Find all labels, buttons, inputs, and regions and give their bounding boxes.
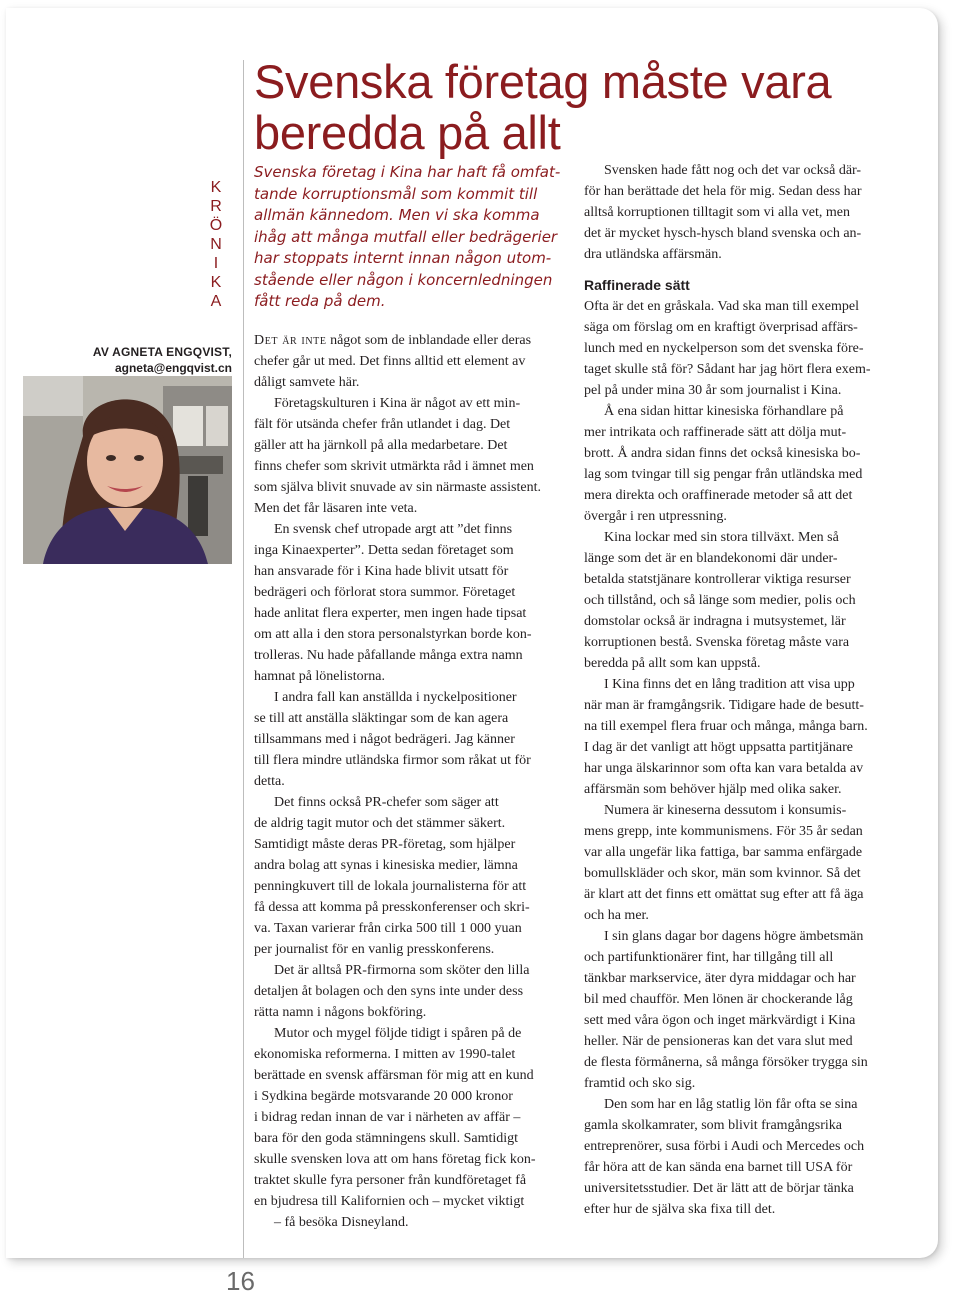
body-line: domstolar också är indragna i mutsystemet, lär <box>584 614 846 629</box>
body-line: bara för den goda stämningens skull. Samtidigt <box>254 1131 519 1146</box>
body-line: har unga älskarinnor som ofta kan vara betalda av <box>584 761 864 776</box>
body-line: de flesta förmånerna, så många försöker trygga sin <box>584 1055 868 1070</box>
section-label-letter: Ö <box>209 217 223 234</box>
body-line: de aldrig tagit mutor och det stämmer säkert. <box>254 816 506 831</box>
body-line: heller. När de pensioneras kan det vara slut med <box>584 1034 853 1049</box>
body-line: affärsmän som behöver hjälp med olika saker. <box>584 782 842 797</box>
body-line: detaljen åt bolagen och den syns inte under dess <box>254 984 524 999</box>
body-column-right <box>584 160 904 1220</box>
body-line: gäller att ha järnkoll på alla medarbetare. Det <box>254 438 508 453</box>
body-line: sett med våra ögon och inget märkvärdigt i Kina <box>584 1013 856 1028</box>
body-line: se till att anställa släktingar som de kan agera <box>254 711 509 726</box>
lead-in-rest: något som de inblandade eller deras <box>326 333 532 348</box>
body-line: övergår i ren utpressning. <box>584 509 727 524</box>
body-line: berättade en svensk affärsman för mig att en kund <box>254 1068 534 1083</box>
section-label-letter: N <box>210 236 222 253</box>
body-line: lunch med en nyckelperson som det svenska före- <box>584 341 864 356</box>
ingress-line: har stoppats internt innan någon utom- <box>254 249 552 267</box>
body-line: framtid och sko sig. <box>584 1076 696 1091</box>
body-line: säga om förslag om en kraftigt överprisad affärs- <box>584 320 858 335</box>
body-line: I sin glans dagar bor dagens högre ämbetsmän <box>604 929 864 944</box>
section-label-letter: K <box>210 274 222 291</box>
section-label-letter: I <box>213 255 219 272</box>
byline-email: agneta@engqvist.cn <box>114 361 232 375</box>
body-line: får höra att de kan sända ena barnet till USA för <box>584 1160 853 1175</box>
body-line: taget skulle stå för? Sådant har jag hört flera exem- <box>584 362 871 377</box>
body-line: skulle svensken lova att om hans företag fick kon- <box>254 1152 536 1167</box>
body-line: bomullskläder och skor, män som kvinnor. Så det <box>584 866 861 881</box>
body-line: inga Kinaexperter”. Detta sedan företaget som <box>254 543 514 558</box>
body-line: som själva blivit snuvade av sin närmaste assistent. <box>254 480 541 495</box>
body-line: chefer går ut med. Det finns alltid ett element av <box>254 354 526 369</box>
body-line: rätta namn i någons bokföring. <box>254 1005 427 1020</box>
ingress <box>254 162 574 313</box>
body-line: Mutor och mygel följde tidigt i spåren på de <box>274 1026 522 1041</box>
body-line: brott. Å andra sidan finns det också kinesiska bo- <box>584 446 861 461</box>
byline-author: AV AGNETA ENGQVIST, <box>92 345 232 359</box>
column-divider <box>243 60 244 1258</box>
body-line: för han berättade det hela för mig. Sedan dess har <box>584 184 862 199</box>
body-line: penningkuvert till de lokala journalisterna för att <box>254 879 527 894</box>
body-line: gamla skolkamrater, som blivit framgångsrika <box>584 1118 842 1133</box>
body-line: länge som det är en blandekonomi där under- <box>584 551 838 566</box>
body-line: Kina lockar med sin stora tillväxt. Men så <box>604 530 839 545</box>
body-line: Å ena sidan hittar kinesiska förhandlare på <box>604 404 844 419</box>
body-line: fält för utsända chefer från utlandet i dag. Det <box>254 417 511 432</box>
spacer <box>584 265 904 275</box>
body-line: och partifunktionärer fint, har tillgång till all <box>584 950 834 965</box>
body-line: tänkbar markservice, äter dyra middagar och har <box>584 971 856 986</box>
lead-in-words: Det är inte <box>254 333 327 348</box>
body-line: Men det får läsaren inte veta. <box>254 501 418 516</box>
body-line: trolleras. Nu hade påfallande många extra namn <box>254 648 523 663</box>
body-line: bedrägeri och förlorat stora summor. Företaget <box>254 585 516 600</box>
body-line: betalda statstjänare kontrollerar viktiga resurser <box>584 572 851 587</box>
body-line: Svensken hade fått nog och det var också där- <box>604 163 862 178</box>
body-line: per journalist för en vanlig presskonferens. <box>254 942 495 957</box>
ingress-line: fått reda på dem. <box>254 292 386 310</box>
body-line: är klart att det finns ett omättat sug efter att få äga <box>584 887 864 902</box>
body-line: hade anlitat flera experter, men ingen hade tipsat <box>254 606 527 621</box>
section-label-letter: K <box>210 179 222 196</box>
ingress-line: ihåg att många mutfall eller bedrägerier <box>254 227 558 246</box>
body-line: tillsammans med i något bedrägeri. Jag känner <box>254 732 515 747</box>
body-line: det är mycket hysch-hysch bland svenska och an- <box>584 226 862 241</box>
body-line: när man är framgångsrik. Tidigare hade de besutt- <box>584 698 864 713</box>
body-line: traktet skulle fyra personer från kundföretaget få <box>254 1173 527 1188</box>
body-line: bil med chaufför. Men lönen är chockerande låg <box>584 992 853 1007</box>
body-line: till flera mindre utländska firmor som råkat ut för <box>254 753 531 768</box>
body-line <box>254 330 569 351</box>
body-line: Numera är kineserna dessutom i konsumis- <box>604 803 847 818</box>
body-line: lag som tvingar till sig pengar från utländska med <box>584 467 863 482</box>
body-line: dåligt samvete här. <box>254 375 360 390</box>
body-line: en bjudresa till Kalifornien och – mycket viktigt <box>254 1194 525 1209</box>
body-line: hamnat på lönelistorna. <box>254 669 386 684</box>
ingress-line: tande korruptionsmål som kommit till <box>254 184 538 203</box>
body-line: va. Taxan varierar från cirka 500 till 1 000 yuan <box>254 921 522 936</box>
headline-line: beredda på allt <box>254 106 561 159</box>
section-label-letter: A <box>210 293 222 310</box>
body-line: En svensk chef utropade argt att ”det finns <box>274 522 513 537</box>
body-line: korruptionen bestå. Svenska företag måste vara <box>584 635 850 650</box>
body-line: detta. <box>254 774 285 789</box>
body-line: I Kina finns det en lång tradition att visa upp <box>604 677 855 692</box>
body-line: Den som har en låg statlig lön får ofta se sina <box>604 1097 858 1112</box>
body-line: i Sydkina begärde motsvarande 20 000 kronor <box>254 1089 513 1104</box>
body-line: mera direkta och oraffinerade metoder så att det <box>584 488 853 503</box>
body-line: I dag är det vanligt att högt uppsatta partitjänare <box>584 740 854 755</box>
body-line: I andra fall kan anställda i nyckelpositioner <box>274 690 517 705</box>
body-line: han ansvarade för i Kina hade blivit utsatt för <box>254 564 509 579</box>
page-number: 16 <box>226 1266 255 1296</box>
section-label-kronika <box>206 178 226 311</box>
body-line: entreprenörer, susa förbi i Audi och Mercedes och <box>584 1139 865 1154</box>
body-line: ekonomiska reformerna. I mitten av 1990-talet <box>254 1047 516 1062</box>
body-line: Ofta är det en gråskala. Vad ska man till exempel <box>584 299 859 314</box>
body-column-left <box>254 330 569 1233</box>
body-line: pel på under mina 30 år som journalist i Kina. <box>584 383 842 398</box>
body-line: efter hur de själva ska fixa till det. <box>584 1202 776 1217</box>
body-line: Det finns också PR-chefer som säger att <box>274 795 499 810</box>
section-label-letter: R <box>210 198 222 215</box>
body-line: och ha mer. <box>584 908 649 923</box>
body-line: andra bolag att synas i kinesiska medier, lämna <box>254 858 518 873</box>
headline <box>254 56 894 158</box>
body-line: Det är alltså PR-firmorna som sköter den lilla <box>274 963 530 978</box>
body-line: Företagskulturen i Kina är något av ett min- <box>274 396 521 411</box>
body-line: om att alla i den stora personalstyrkan borde kon- <box>254 627 532 642</box>
body-line: få dessa att komma på presskonferenser och skri- <box>254 900 530 915</box>
body-line: finns chefer som skrivit utmärkta råd i ämnet men <box>254 459 534 474</box>
ingress-line: stående eller någon i koncernledningen <box>254 270 553 289</box>
body-line: dra utländska affärsmän. <box>584 247 722 262</box>
body-line: alltså korruptionen tilltagit som vi alla vet, men <box>584 205 850 220</box>
body-line: mer intrikata och raffinerade sätt att dölja mut- <box>584 425 847 440</box>
body-line: beredda på allt som kan uppstå. <box>584 656 761 671</box>
ingress-line: Svenska företag i Kina har haft få omfat- <box>254 163 561 181</box>
body-line: Samtidigt måste deras PR-företag, som hjälper <box>254 837 516 852</box>
headline-line: Svenska företag måste vara <box>254 55 832 108</box>
body-line: – få besöka Disneyland. <box>274 1215 409 1230</box>
subheading: Raffinerade sätt <box>584 277 690 293</box>
ingress-line: allmän kännedom. Men vi ska komma <box>254 206 540 224</box>
body-line: var alla ungefär lika fattiga, bar samma enfärgade <box>584 845 863 860</box>
author-photo <box>23 376 232 564</box>
body-line: i bidrag redan innan de var i närheten av affär – <box>254 1110 521 1125</box>
body-line: universitetsstudier. Det är lätt att de börjar tänka <box>584 1181 854 1196</box>
body-line: mens grepp, inte kommunismens. För 35 år sedan <box>584 824 863 839</box>
body-line: na till exempel flera fruar och många, många barn. <box>584 719 868 734</box>
body-line: och tillstånd, och så länge som medier, polis och <box>584 593 856 608</box>
